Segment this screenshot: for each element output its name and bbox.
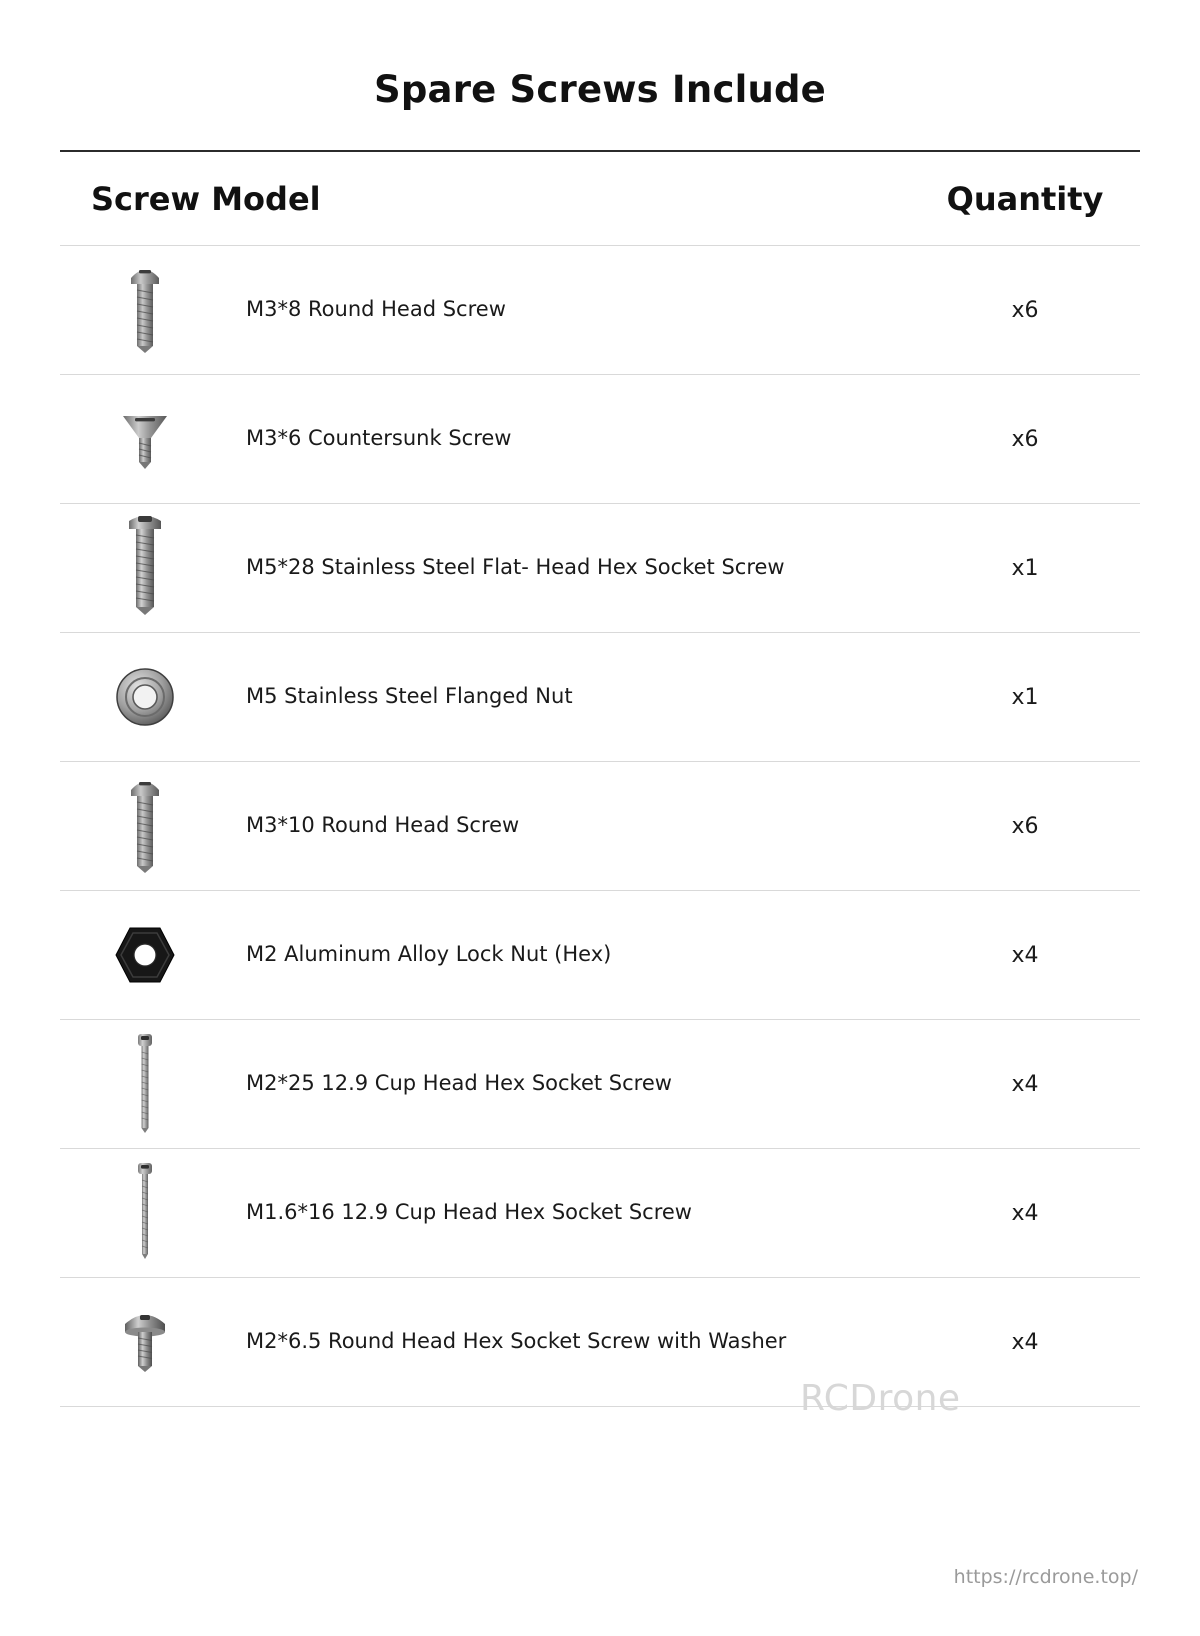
countersunk-screw-icon xyxy=(90,384,200,494)
table-row xyxy=(60,761,1140,890)
footer-url: https://rcdrone.top/ xyxy=(953,1566,1138,1588)
round-head-screw-icon xyxy=(90,255,200,365)
table-row xyxy=(60,374,1140,503)
flanged-nut-icon xyxy=(90,642,200,752)
screw-quantity-value: x6 xyxy=(1011,297,1039,323)
page-title: Spare Screws Include xyxy=(374,68,826,111)
watermark: RCDrone xyxy=(800,1378,961,1419)
screw-quantity-value: x1 xyxy=(1011,684,1039,710)
screw-quantity-value: x4 xyxy=(1011,1071,1039,1097)
table-header-row xyxy=(60,152,1140,245)
screw-quantity-value: x6 xyxy=(1011,426,1039,452)
screw-model-label: M3*8 Round Head Screw xyxy=(246,297,506,322)
screw-quantity-value: x6 xyxy=(1011,813,1039,839)
hex-lock-nut-icon xyxy=(90,900,200,1010)
table-row xyxy=(60,245,1140,374)
screw-model-label: M3*6 Countersunk Screw xyxy=(246,426,512,451)
table-row xyxy=(60,1019,1140,1148)
screw-model-label: M3*10 Round Head Screw xyxy=(246,813,520,838)
cup-head-hex-socket-screw-icon xyxy=(90,1029,200,1139)
screw-quantity-value: x1 xyxy=(1011,555,1039,581)
table-row xyxy=(60,1277,1140,1407)
table-row xyxy=(60,632,1140,761)
round-head-screw-icon xyxy=(90,771,200,881)
screws-table xyxy=(60,152,1140,1407)
table-row xyxy=(60,1148,1140,1277)
table-row xyxy=(60,890,1140,1019)
screw-model-label: M1.6*16 12.9 Cup Head Hex Socket Screw xyxy=(246,1200,692,1225)
screw-model-label: M5 Stainless Steel Flanged Nut xyxy=(246,684,573,709)
screw-model-label: M2*6.5 Round Head Hex Socket Screw with Washer xyxy=(246,1329,787,1354)
column-header-quantity: Quantity xyxy=(946,179,1104,218)
flat-head-hex-socket-screw-icon xyxy=(90,513,200,623)
screw-model-label: M2 Aluminum Alloy Lock Nut (Hex) xyxy=(246,942,612,967)
screw-quantity-value: x4 xyxy=(1011,942,1039,968)
table-row xyxy=(60,503,1140,632)
screw-quantity-value: x4 xyxy=(1011,1200,1039,1226)
screw-model-label: M5*28 Stainless Steel Flat- Head Hex Socket Screw xyxy=(246,555,785,580)
cup-head-hex-socket-screw-icon xyxy=(90,1158,200,1268)
column-header-model: Screw Model xyxy=(91,179,321,218)
screw-quantity-value: x4 xyxy=(1011,1329,1039,1355)
screw-model-label: M2*25 12.9 Cup Head Hex Socket Screw xyxy=(246,1071,672,1096)
round-head-screw-with-washer-icon xyxy=(90,1287,200,1397)
